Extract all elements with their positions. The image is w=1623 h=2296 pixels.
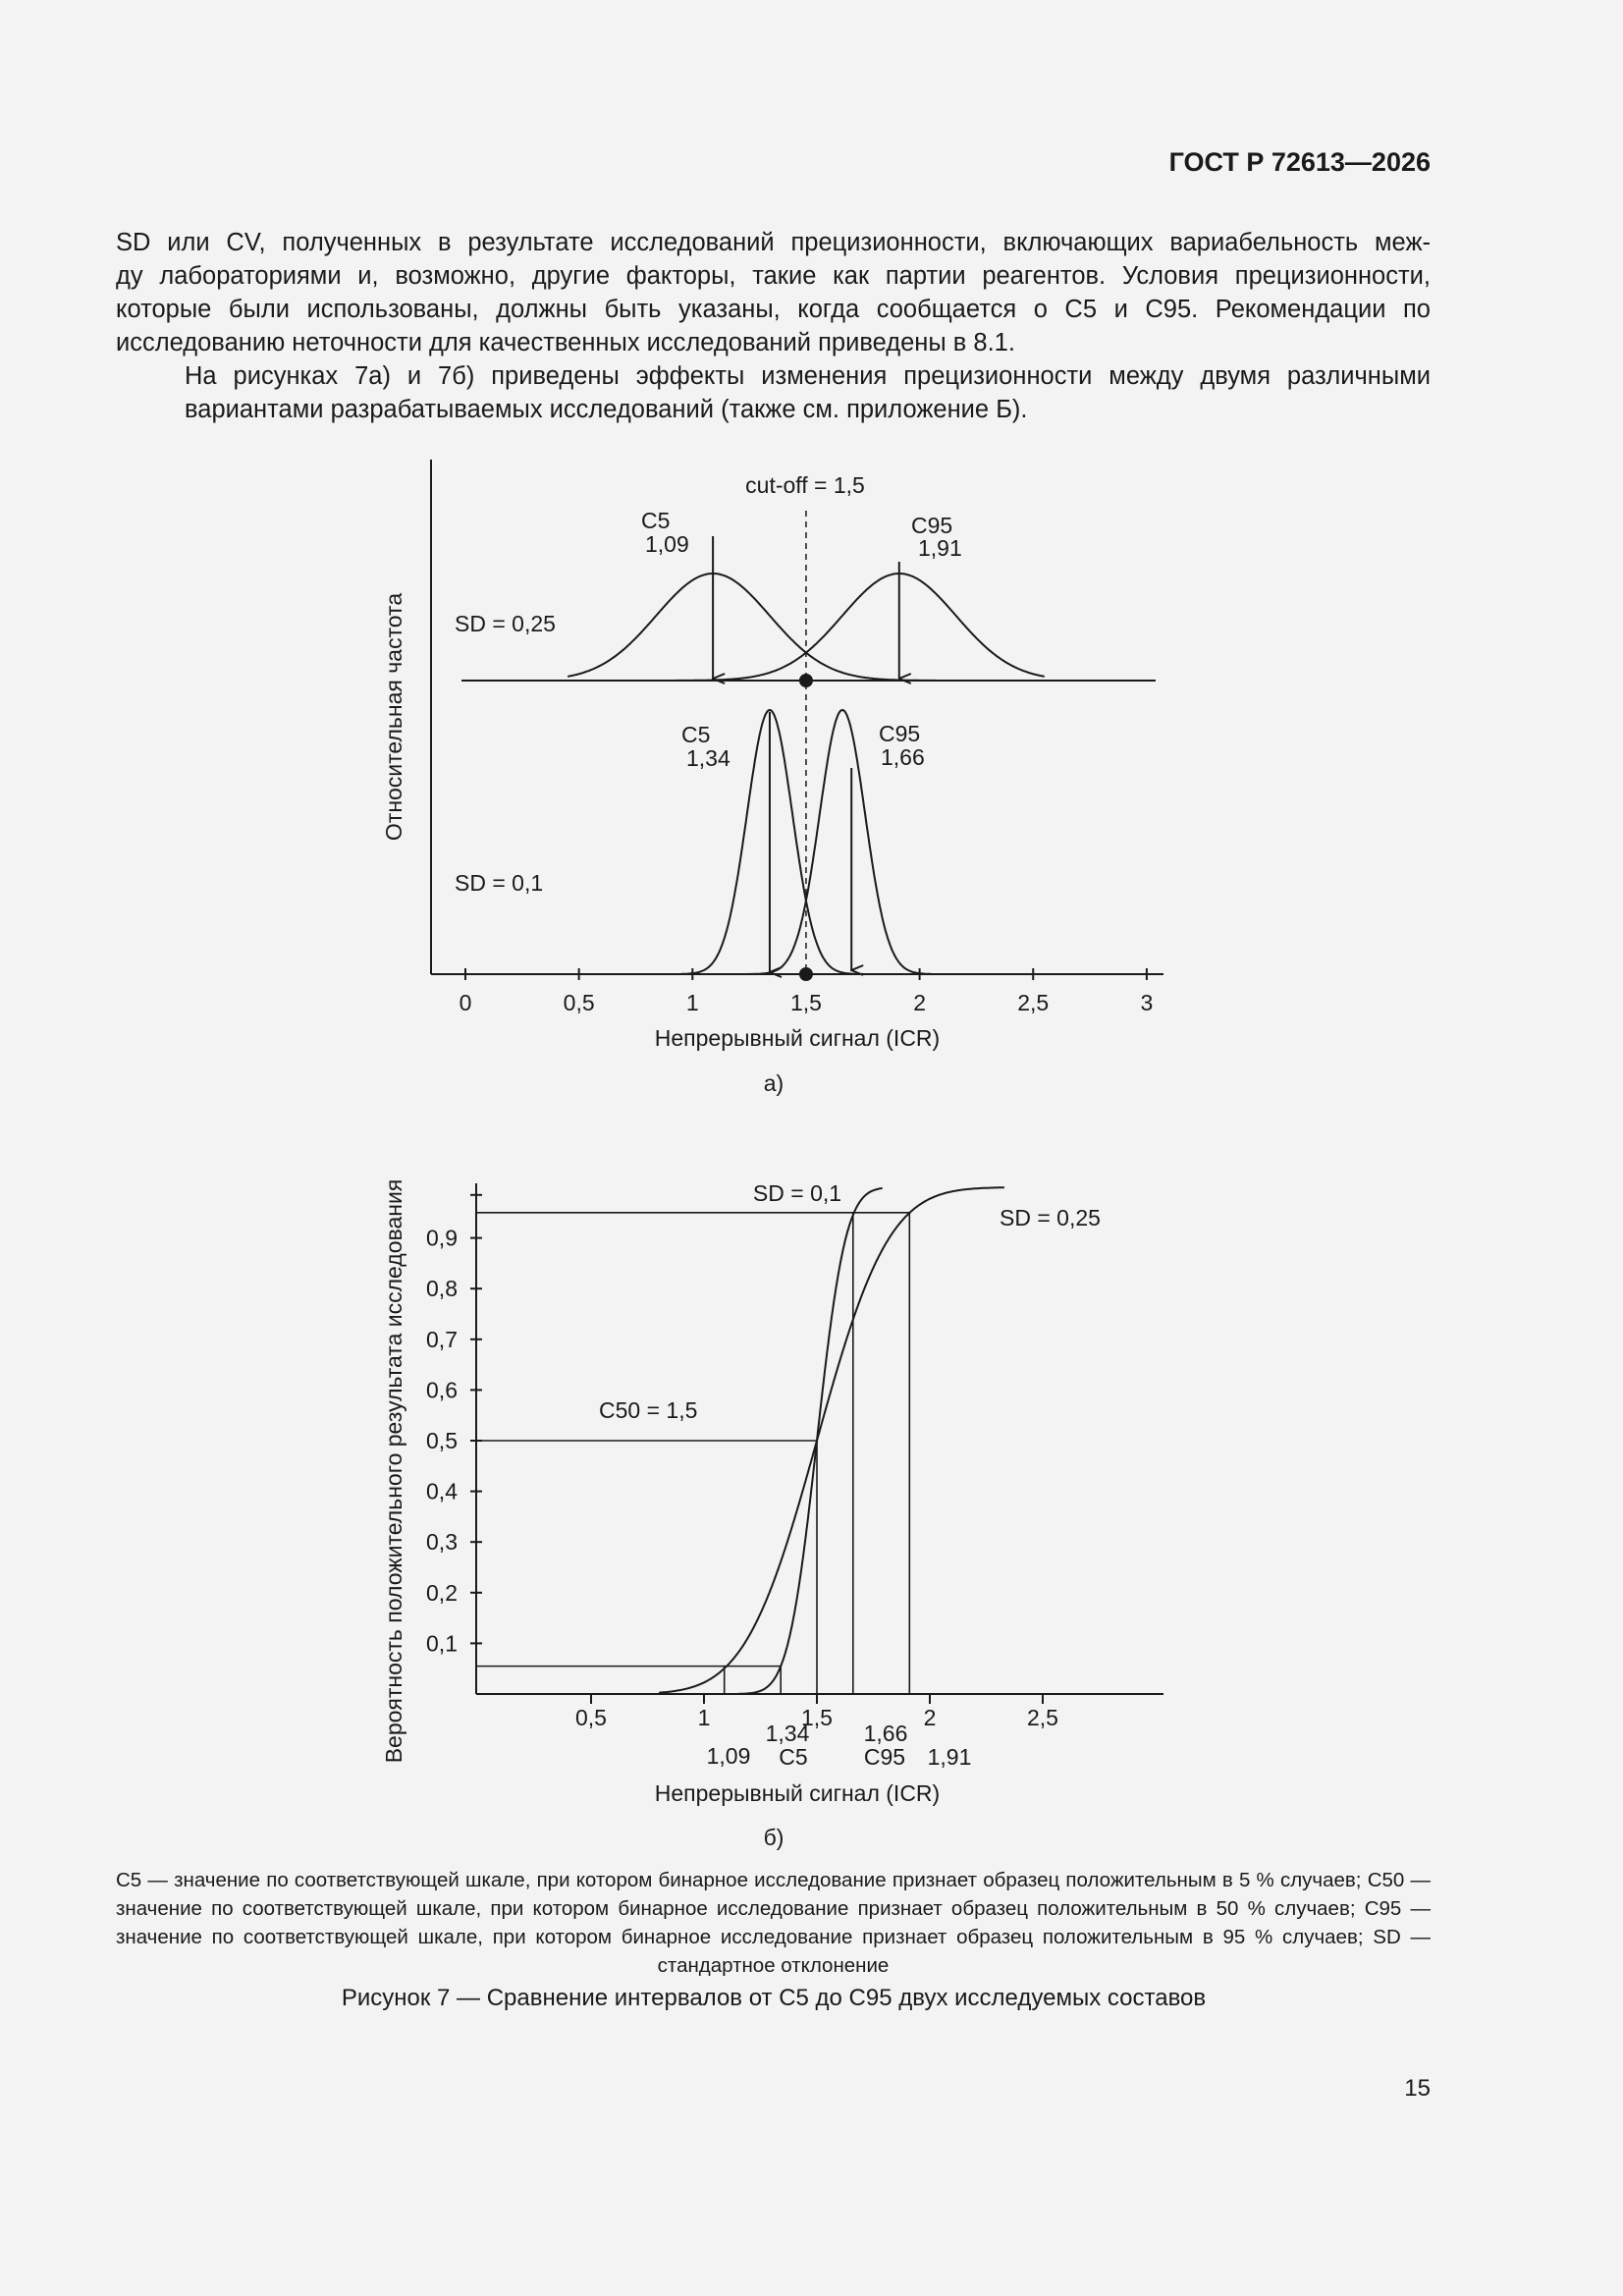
panel-label-a: а) <box>763 1070 784 1096</box>
text-line: На рисунках 7а) и 7б) приведены эффекты изменения прецизионности между двумя различными <box>185 362 1431 390</box>
x-tick-label: 3 <box>1140 990 1154 1015</box>
cutoff-label: cut-off = 1,5 <box>745 472 865 498</box>
y-tick-label: 0,1 <box>426 1630 458 1657</box>
chart-b-probability <box>381 1179 1163 1850</box>
x-tick-label: 1,5 <box>801 1705 833 1730</box>
marker-label-c5: С5 <box>779 1744 808 1770</box>
page-number: 15 <box>1404 2075 1431 2102</box>
x-tick-label: 1,5 <box>789 990 822 1015</box>
sd-label-025: SD = 0,25 <box>455 611 556 636</box>
x-tick-label: 2 <box>923 1705 937 1730</box>
sd-label-01: SD = 0,1 <box>752 1180 842 1206</box>
y-tick-label: 0,6 <box>426 1377 458 1403</box>
panel-label-b: б) <box>763 1825 784 1850</box>
x-tick-label: 1 <box>697 1705 711 1730</box>
marker-label-109: 1,09 <box>706 1743 751 1769</box>
chart-b-y-label: Вероятность положительного результата исследования <box>381 1178 406 1764</box>
chart-a-x-label: Непрерывный сигнал (ICR) <box>654 1025 941 1051</box>
c95-value-025: 1,91 <box>918 535 962 561</box>
x-tick-label: 1 <box>685 990 699 1015</box>
chart-b-x-label: Непрерывный сигнал (ICR) <box>654 1780 941 1806</box>
y-tick-label: 0,3 <box>426 1529 458 1556</box>
figure-caption: Рисунок 7 — Сравнение интервалов от С5 до С95 двух исследуемых составов <box>341 1985 1207 2011</box>
sd-label-01: SD = 0,1 <box>455 870 544 896</box>
text-line: SD или CV, полученных в результате исследований прецизионности, включающих вариабельность меж- <box>116 229 1431 256</box>
chart-a-frequency <box>381 460 1163 1096</box>
marker-label-166: 1,66 <box>863 1721 908 1746</box>
y-tick-label: 0,5 <box>426 1428 458 1453</box>
c95-label-025: С95 <box>911 513 953 538</box>
y-tick-label: 0,4 <box>426 1478 458 1504</box>
document-id: ГОСТ Р 72613—2026 <box>1168 147 1431 177</box>
c95-label-01: С95 <box>879 721 921 746</box>
sd-label-025: SD = 0,25 <box>1000 1205 1101 1230</box>
y-tick-label: 0,7 <box>426 1326 458 1352</box>
marker-label-c95: С95 <box>863 1744 906 1770</box>
x-tick-label: 0,5 <box>563 990 595 1015</box>
c95-value-01: 1,66 <box>881 744 925 770</box>
text-line: исследованию неточности для качественных исследований приведены в 8.1. <box>116 329 1015 356</box>
cutoff-point <box>799 967 813 981</box>
c5-label-01: С5 <box>681 722 711 747</box>
x-tick-label: 2 <box>913 990 926 1015</box>
c50-label: С50 = 1,5 <box>599 1397 698 1423</box>
x-tick-label: 0,5 <box>575 1705 607 1730</box>
chart-a-y-label: Относительная частота <box>381 592 406 842</box>
y-tick-label: 0,9 <box>426 1225 458 1251</box>
x-tick-label: 2,5 <box>1027 1705 1058 1730</box>
cutoff-point <box>799 674 813 687</box>
y-tick-label: 0,8 <box>426 1276 458 1302</box>
x-tick-label: 0 <box>459 990 472 1015</box>
c5-value-025: 1,09 <box>645 531 689 557</box>
marker-label-134: 1,34 <box>765 1721 810 1746</box>
text-line: вариантами разрабатываемых исследований (также см. приложение Б). <box>185 396 1028 423</box>
c5-value-01: 1,34 <box>686 745 730 771</box>
y-tick-label: 0,2 <box>426 1579 458 1606</box>
marker-label-191: 1,91 <box>927 1744 972 1770</box>
text-line: ду лабораториями и, возможно, другие факторы, такие как партии реагентов. Условия прецизионности, <box>116 262 1431 290</box>
text-line: которые были использованы, должны быть указаны, когда сообщается о С5 и С95. Рекомендации по <box>116 296 1431 323</box>
c5-label-025: С5 <box>641 508 671 533</box>
figure-legend: С5 — значение по соответствующей шкале, при котором бинарное исследование признает образец положительным в 5 % случаев; С50 — значение по соответствующей шкале, при котором бинарное исследование признает образец положительным в 50 % случаев; С95 — значение по соответствующей шкале, при котором бинарное исследование признает образец положительным в 95 % случаев; SD — стандартное отклонение <box>116 1869 1431 1977</box>
x-tick-label: 2,5 <box>1017 990 1050 1015</box>
